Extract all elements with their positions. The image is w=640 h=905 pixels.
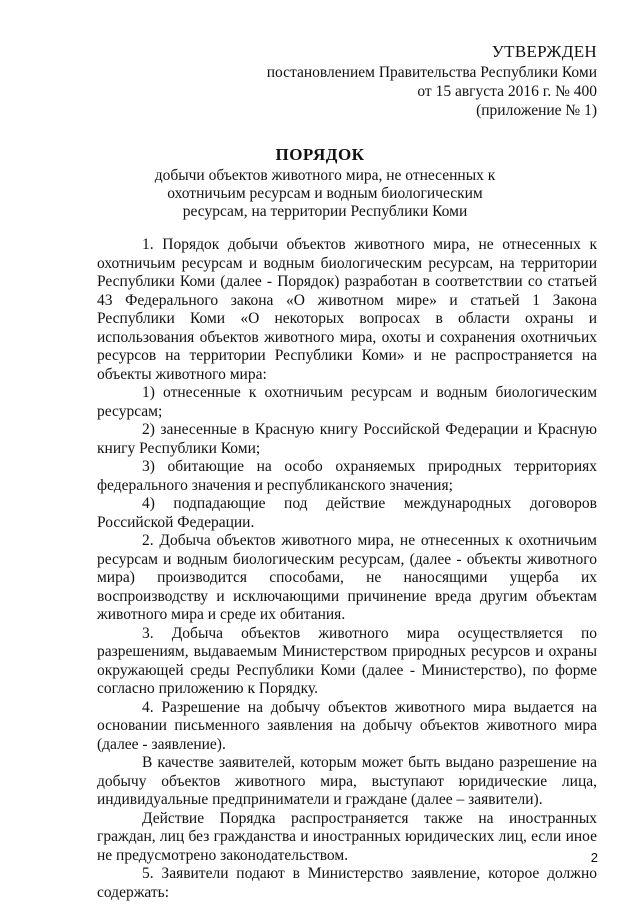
document-subtitle: добычи объектов животного мира, не отнесенных к охотничьим ресурсам и водным биологическим ресурсам, на территории Республики Коми — [154, 167, 496, 220]
paragraph: В качестве заявителей, которым может быть выдано разрешение на добычу объектов животного мира, выступают юридические лица, индивидуальные предприниматели и граждане (далее – заявители). — [97, 754, 597, 808]
page-number: 2 — [590, 850, 598, 865]
approval-heading: УТВЕРЖДЕН — [491, 42, 597, 61]
approval-block — [267, 42, 597, 120]
paragraph: 1) отнесенные к охотничьим ресурсам и водным биологическим ресурсам; — [97, 384, 597, 420]
approval-line: (приложение № 1) — [476, 102, 597, 119]
paragraph: 4. Разрешение на добычу объектов животного мира выдается на основании письменного заявления на добычу объектов животного мира (далее - заявление). — [97, 698, 597, 753]
paragraph: 3. Добыча объектов животного мира осуществляется по разрешениям, выдаваемым Министерством природных ресурсов и охраны окружающей среды Республики Коми (далее - Министерство), по форме согласно приложению к Порядку. — [97, 624, 597, 697]
document-title: ПОРЯДОК — [275, 145, 365, 164]
document-body — [97, 236, 597, 902]
paragraph: 2) занесенные в Красную книгу Российской Федерации и Красную книгу Республики Коми; — [97, 421, 597, 457]
paragraph: 4) подпадающие под действие международных договоров Российской Федерации. — [97, 495, 597, 531]
paragraph: 5. Заявители подают в Министерство заявление, которое должно содержать: — [97, 865, 597, 901]
paragraph: 1. Порядок добычи объектов животного мира, не отнесенных к охотничьим ресурсам и водным биологическим ресурсам, на территории Республики Коми (далее - Порядок) разработан в соответствии со статьей 43 Федерального закона «О животном мире» и статьей 1 Закона Республики Коми «О некоторых вопросах в области охраны и использования объектов животного мира, охоты и сохранения охотничьих ресурсов на территории Республики Коми» и не распространяется на объекты животного мира: — [97, 236, 597, 383]
paragraph: 3) обитающие на особо охраняемых природных территориях федерального значения и республиканского значения; — [97, 458, 597, 494]
approval-line: от 15 августа 2016 г. № 400 — [417, 83, 597, 100]
paragraph: Действие Порядка распространяется также на иностранных граждан, лиц без гражданства и иностранных юридических лиц, если иное не предусмотрено законодательством. — [97, 809, 597, 864]
paragraph: 2. Добыча объектов животного мира, не отнесенных к охотничьим ресурсам и водным биологическим ресурсам, (далее - объекты животного мира) производится способами, не наносящими ущерба их воспроизводству и исключающими причинение вреда другим объектам животного мира и среде их обитания. — [97, 532, 597, 623]
approval-line: постановлением Правительства Республики Коми — [266, 64, 597, 81]
